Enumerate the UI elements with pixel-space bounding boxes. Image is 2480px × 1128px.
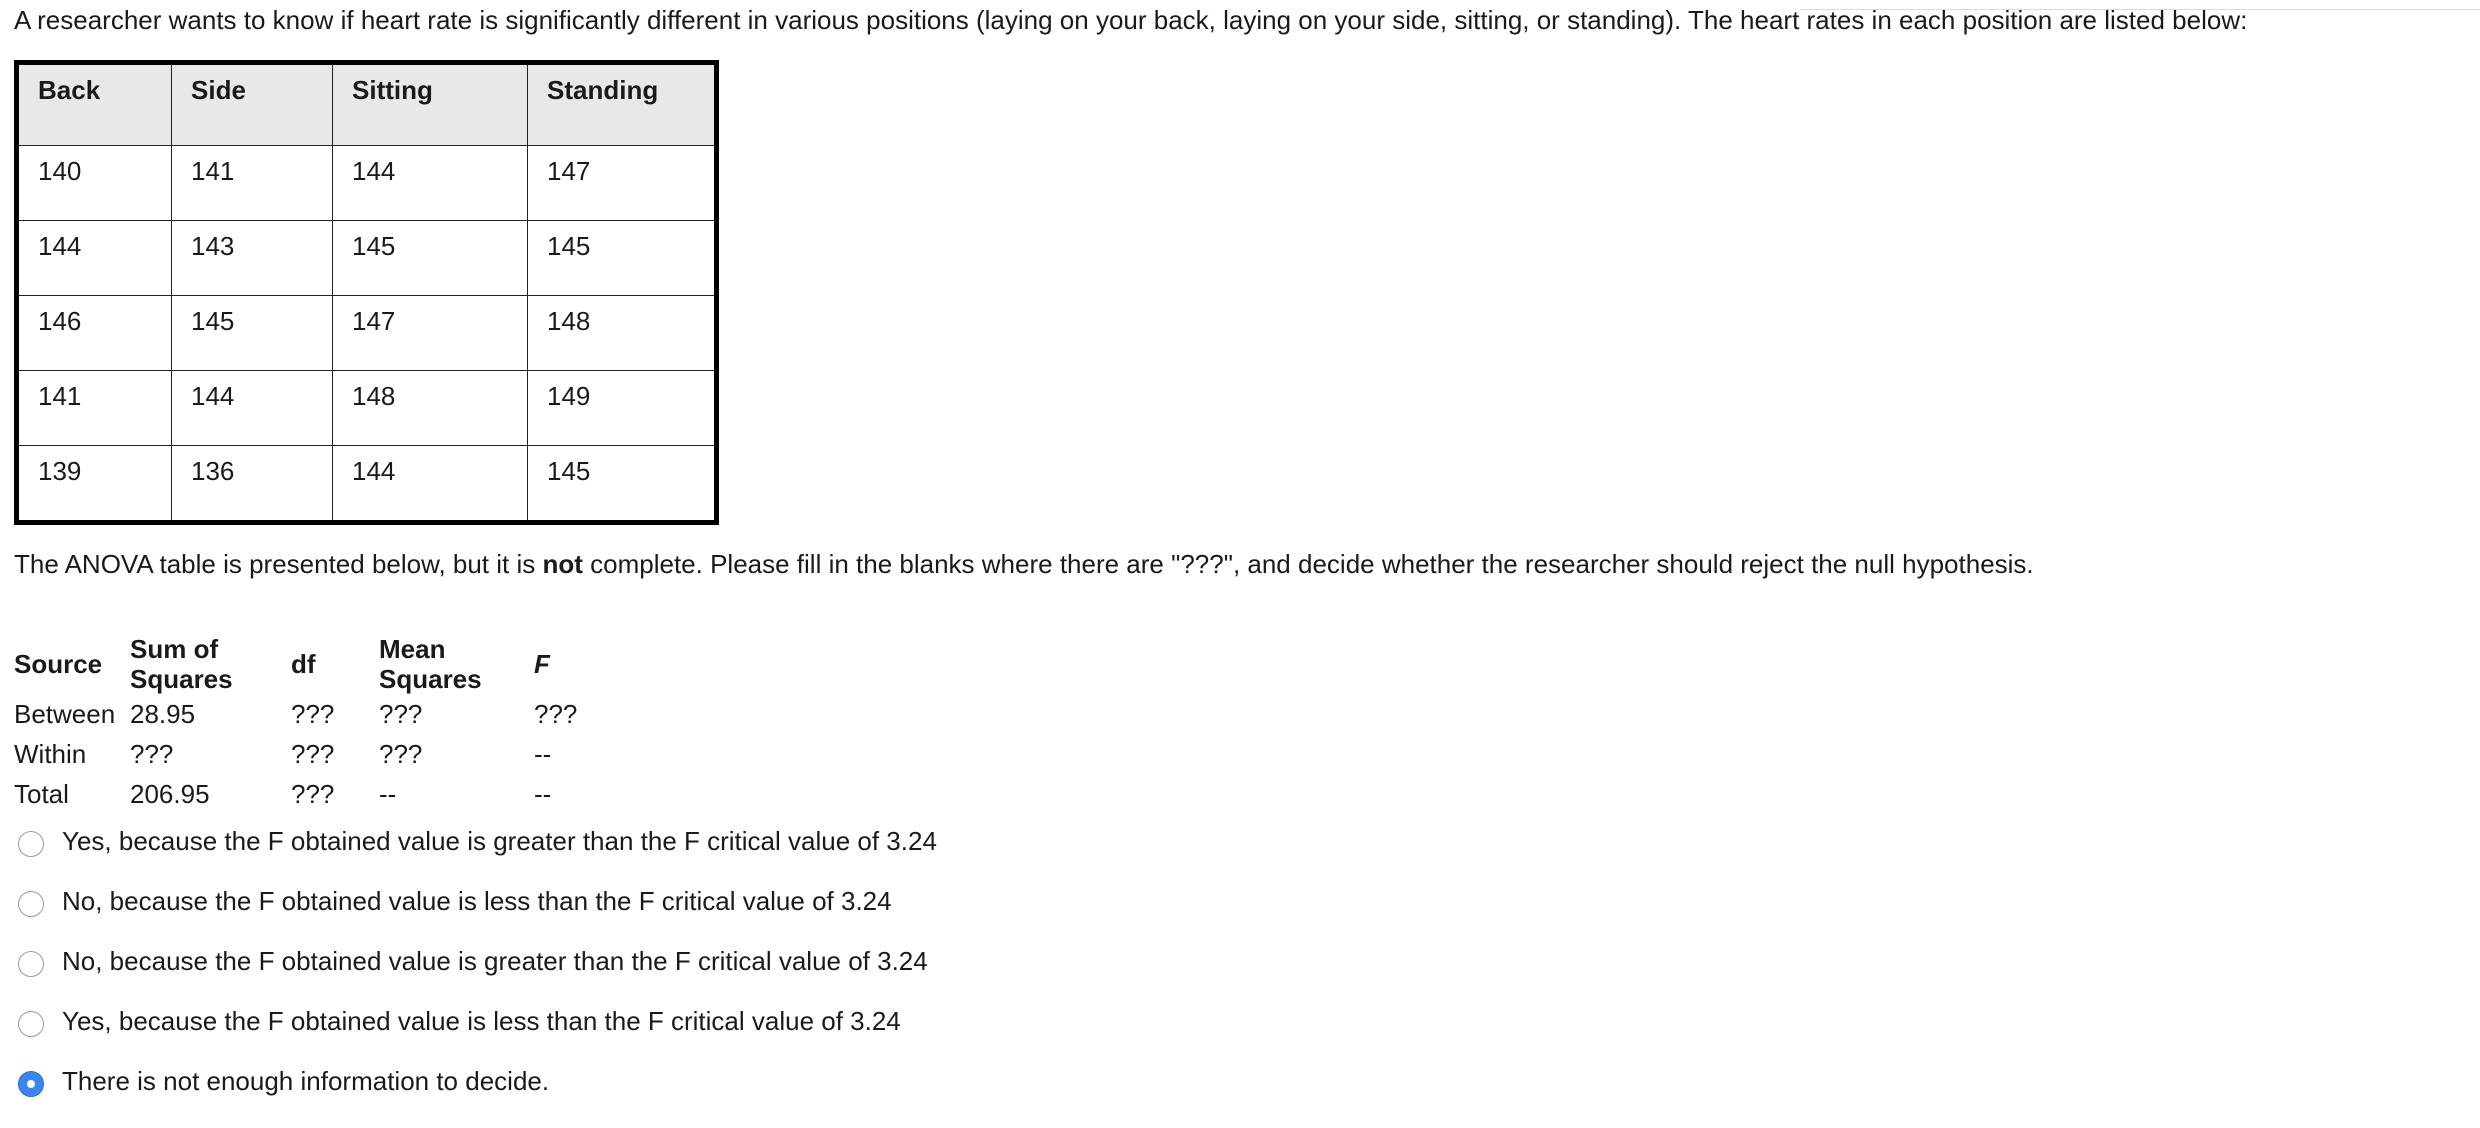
- anova-header-ss: [130, 634, 291, 694]
- anova-cell: ???: [291, 778, 335, 809]
- table-row: [17, 446, 717, 523]
- option-label[interactable]: No, because the F obtained value is less than the F critical value of 3.24: [62, 885, 892, 916]
- table-cell: 139: [17, 446, 172, 523]
- anova-cell: Within: [14, 738, 87, 769]
- header-side: Side: [172, 63, 333, 146]
- answer-options: [18, 811, 937, 1111]
- anova-cell: ???: [291, 738, 335, 769]
- table-cell: 145: [528, 446, 717, 523]
- anova-table: [14, 634, 594, 814]
- table-cell: 148: [528, 296, 717, 371]
- anova-cell: --: [379, 778, 397, 809]
- anova-cell: ???: [291, 698, 335, 729]
- header-standing: Standing: [528, 63, 717, 146]
- anova-header-ss-line1: Sum of: [130, 634, 219, 664]
- option-label[interactable]: There is not enough information to decide.: [62, 1065, 550, 1096]
- table-header-row: [17, 63, 717, 146]
- anova-cell: --: [534, 738, 552, 769]
- table-cell: 147: [333, 296, 528, 371]
- anova-header-row: [14, 634, 594, 694]
- table-cell: 145: [172, 296, 333, 371]
- table-row: [17, 221, 717, 296]
- anova-cell: ???: [130, 738, 174, 769]
- table-cell: 141: [172, 146, 333, 221]
- radio-button[interactable]: [18, 951, 44, 977]
- header-sitting: Sitting: [333, 63, 528, 146]
- radio-button[interactable]: [18, 831, 44, 857]
- anova-header-ss-line2: Squares: [130, 664, 233, 694]
- table-cell: 136: [172, 446, 333, 523]
- anova-cell: Between: [14, 698, 116, 729]
- answer-option-3[interactable]: [18, 931, 937, 991]
- anova-cell: 206.95: [130, 778, 210, 809]
- radio-button[interactable]: [18, 1011, 44, 1037]
- anova-header-ms-line2: Squares: [379, 664, 482, 694]
- table-row: [17, 296, 717, 371]
- table-cell: 141: [17, 371, 172, 446]
- anova-row-within: [14, 734, 594, 774]
- table-cell: 145: [333, 221, 528, 296]
- anova-row-between: [14, 694, 594, 734]
- radio-button[interactable]: [18, 891, 44, 917]
- anova-row-total: [14, 774, 594, 814]
- anova-cell: Total: [14, 778, 69, 809]
- anova-header-ms: [379, 634, 534, 694]
- anova-intro-bold: not: [542, 549, 583, 579]
- table-cell: 147: [528, 146, 717, 221]
- anova-header-source: Source: [14, 649, 103, 679]
- anova-intro-after: complete. Please fill in the blanks where there are "???", and decide whether the researcher should reject the null hypothesis.: [582, 549, 2034, 579]
- table-cell: 140: [17, 146, 172, 221]
- anova-cell: ???: [534, 698, 578, 729]
- radio-button[interactable]: [18, 1071, 44, 1097]
- anova-header-f: F: [534, 649, 550, 679]
- table-cell: 143: [172, 221, 333, 296]
- anova-intro-before: The ANOVA table is presented below, but it is: [14, 549, 543, 579]
- table-cell: 144: [333, 146, 528, 221]
- question-intro: A researcher wants to know if heart rate is significantly different in various positions (laying on your back, laying on your side, sitting, or standing). The heart rates in each position are listed below:: [14, 5, 2248, 35]
- anova-header-ms-line1: Mean: [379, 634, 446, 664]
- anova-cell: --: [534, 778, 552, 809]
- option-label[interactable]: Yes, because the F obtained value is greater than the F critical value of 3.24: [62, 825, 937, 856]
- heart-rate-table: [14, 60, 719, 525]
- table-row: [17, 146, 717, 221]
- header-back: Back: [17, 63, 172, 146]
- anova-intro: [14, 548, 2034, 580]
- answer-option-1[interactable]: [18, 811, 937, 871]
- anova-cell: ???: [379, 738, 423, 769]
- table-cell: 144: [333, 446, 528, 523]
- table-cell: 144: [17, 221, 172, 296]
- table-cell: 149: [528, 371, 717, 446]
- table-cell: 148: [333, 371, 528, 446]
- table-cell: 146: [17, 296, 172, 371]
- table-cell: 145: [528, 221, 717, 296]
- anova-cell: ???: [379, 698, 423, 729]
- answer-option-2[interactable]: [18, 871, 937, 931]
- option-label[interactable]: Yes, because the F obtained value is less than the F critical value of 3.24: [62, 1005, 901, 1036]
- table-cell: 144: [172, 371, 333, 446]
- table-row: [17, 371, 717, 446]
- anova-cell: 28.95: [130, 698, 196, 729]
- answer-option-4[interactable]: [18, 991, 937, 1051]
- anova-header-df: df: [291, 649, 316, 679]
- option-label[interactable]: No, because the F obtained value is greater than the F critical value of 3.24: [62, 945, 928, 976]
- answer-option-5[interactable]: [18, 1051, 937, 1111]
